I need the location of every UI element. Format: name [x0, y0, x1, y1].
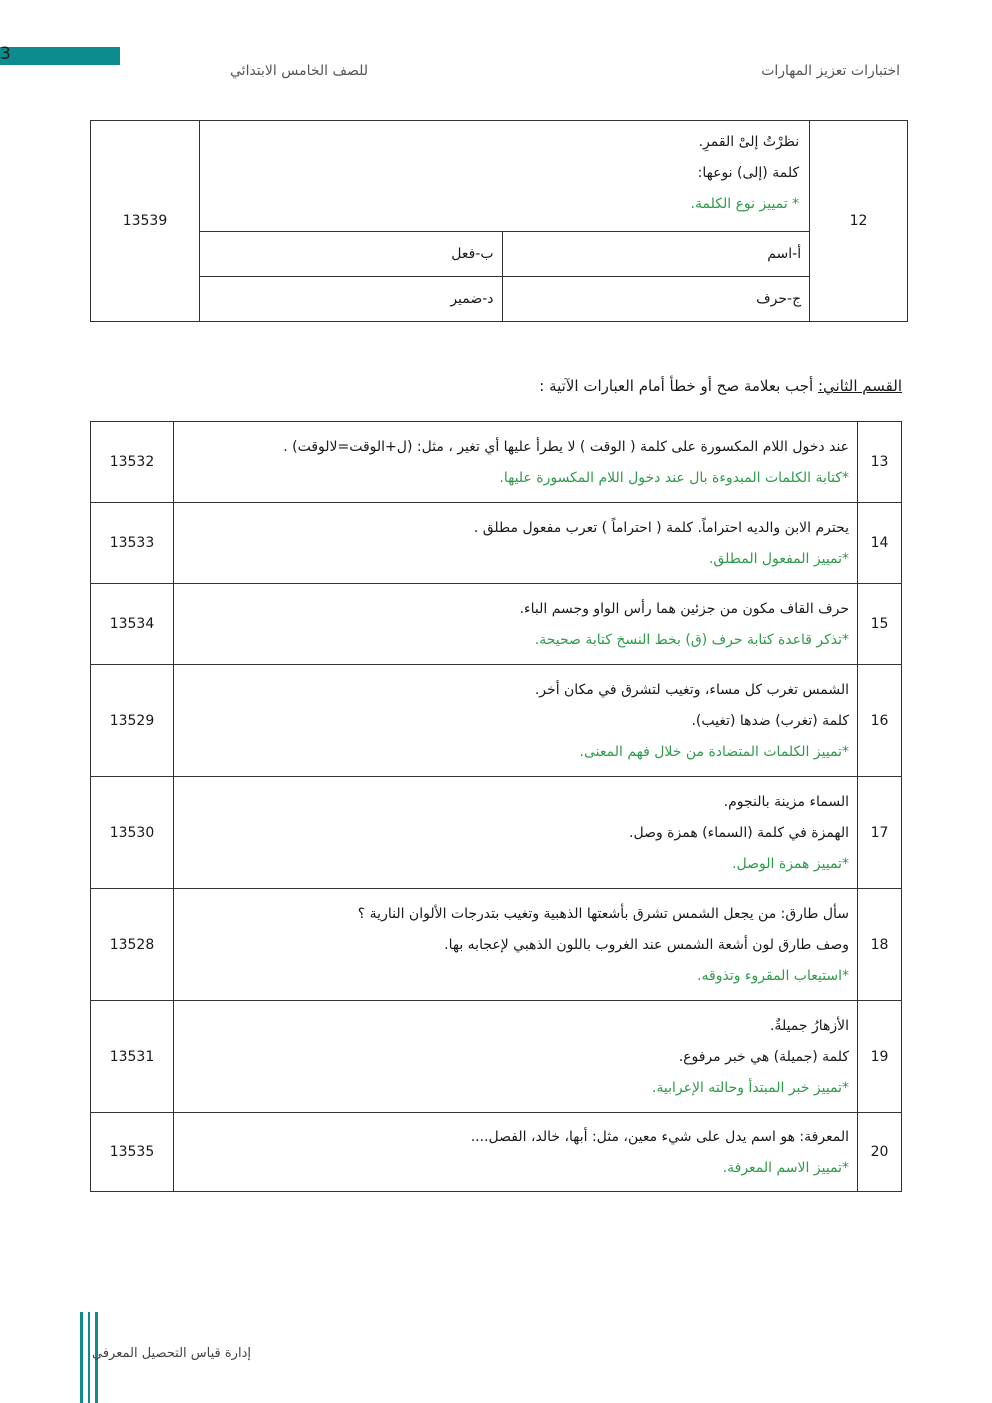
question-text	[173, 584, 857, 665]
question-text	[173, 889, 857, 1001]
section-two-heading	[539, 377, 902, 395]
question-line: المعرفة: هو اسم يدل على شيء معين، مثل: أبها، خالد، الفصل....	[470, 1129, 850, 1145]
question-code: 13532	[91, 422, 174, 503]
question-line: حرف القاف مكون من جزئين هما رأس الواو وجسم الباء.	[519, 601, 850, 617]
question-line: كلمة (جميلة) هي خبر مرفوع.	[678, 1049, 850, 1065]
question-code: 13533	[91, 503, 174, 584]
footer-department: إدارة قياس التحصيل المعرفي	[92, 1346, 251, 1361]
question-number: 14	[858, 503, 902, 584]
question-number: 13	[858, 422, 902, 503]
question-line: الهمزة في كلمة (السماء) همزة وصل.	[629, 825, 850, 841]
question-line: نظرْتُ إلىْ القمرِ.	[698, 134, 800, 150]
question-number: 17	[858, 777, 902, 889]
table-row	[91, 422, 902, 503]
question-text	[173, 777, 857, 889]
question-line: كلمة (تغرب) ضدها (تغيب).	[691, 713, 850, 729]
table-row	[91, 584, 902, 665]
table-row	[91, 1113, 902, 1192]
true-false-table	[90, 421, 902, 1192]
option-d: د-ضمير	[199, 277, 502, 322]
table-row	[91, 503, 902, 584]
section-two-instruction: أجب بعلامة صح أو خطأ أمام العبارات الآتية :	[539, 377, 818, 395]
header-grade: للصف الخامس الابتدائي	[230, 63, 369, 79]
skill-note: *تمييز همزة الوصل.	[732, 856, 850, 872]
question-line: الشمس تغرب كل مساء، وتغيب لتشرق في مكان أخر.	[534, 682, 850, 698]
option-a: أ-اسم	[502, 232, 810, 277]
question-code: 13531	[91, 1001, 174, 1113]
skill-note: *تمييز المفعول المطلق.	[708, 551, 850, 567]
question-text	[173, 503, 857, 584]
header-title: اختبارات تعزيز المهارات	[761, 63, 900, 79]
question-text	[173, 1113, 857, 1192]
question-code: 13539	[91, 121, 200, 322]
question-code: 13528	[91, 889, 174, 1001]
question-line: سأل طارق: من يجعل الشمس تشرق بأشعتها الذهبية وتغيب بتدرجات الألوان النارية ؟	[357, 906, 850, 922]
question-number: 16	[858, 665, 902, 777]
question-text	[173, 665, 857, 777]
question-number: 15	[858, 584, 902, 665]
question-number: 20	[858, 1113, 902, 1192]
question-text	[173, 1001, 857, 1113]
question-line: عند دخول اللام المكسورة على كلمة ( الوقت ) لا يطرأ عليها أي تغير ، مثل: (ل+الوقت=لالوقت) .	[283, 439, 850, 455]
question-line: وصف طارق لون أشعة الشمس عند الغروب باللون الذهبي لإعجابه بها.	[444, 937, 850, 953]
table-row	[91, 777, 902, 889]
skill-note: *تمييز الاسم المعرفة.	[722, 1160, 850, 1176]
question-line: الأزهارُ جميلةٌ.	[769, 1018, 850, 1034]
skill-note: *تذكر قاعدة كتابة حرف (ق) بخط النسخ كتابة صحيحة.	[534, 632, 850, 648]
table-row	[91, 889, 902, 1001]
question-number: 18	[858, 889, 902, 1001]
table-row	[91, 665, 902, 777]
table-row	[91, 1001, 902, 1113]
question-line: السماء مزينة بالنجوم.	[723, 794, 850, 810]
question-code: 13529	[91, 665, 174, 777]
question-12-table	[90, 120, 908, 322]
question-number: 12	[810, 121, 908, 322]
question-text	[199, 121, 809, 232]
skill-note: *تمييز الكلمات المتضادة من خلال فهم المعنى.	[579, 744, 850, 760]
question-line: كلمة (إلى) نوعها:	[697, 165, 800, 181]
option-c: ج-حرف	[502, 277, 810, 322]
question-line: يحترم الابن والديه احتراماً. كلمة ( احتراماً ) تعرب مفعول مطلق .	[473, 520, 850, 536]
question-code: 13534	[91, 584, 174, 665]
question-code: 13535	[91, 1113, 174, 1192]
skill-note: *كتابة الكلمات المبدوءة بال عند دخول اللام المكسورة عليها.	[499, 470, 850, 486]
skill-note: * تمييز نوع الكلمة.	[690, 196, 800, 212]
skill-note: *استيعاب المقروء وتذوقه.	[697, 968, 850, 984]
page-number-bar	[0, 44, 120, 65]
question-number: 19	[858, 1001, 902, 1113]
question-code: 13530	[91, 777, 174, 889]
option-b: ب-فعل	[199, 232, 502, 277]
page-number: 3	[0, 44, 11, 64]
section-two-label: القسم الثاني:	[817, 377, 902, 395]
skill-note: *تمييز خبر المبتدأ وحالته الإعرابية.	[651, 1080, 850, 1096]
question-text	[173, 422, 857, 503]
